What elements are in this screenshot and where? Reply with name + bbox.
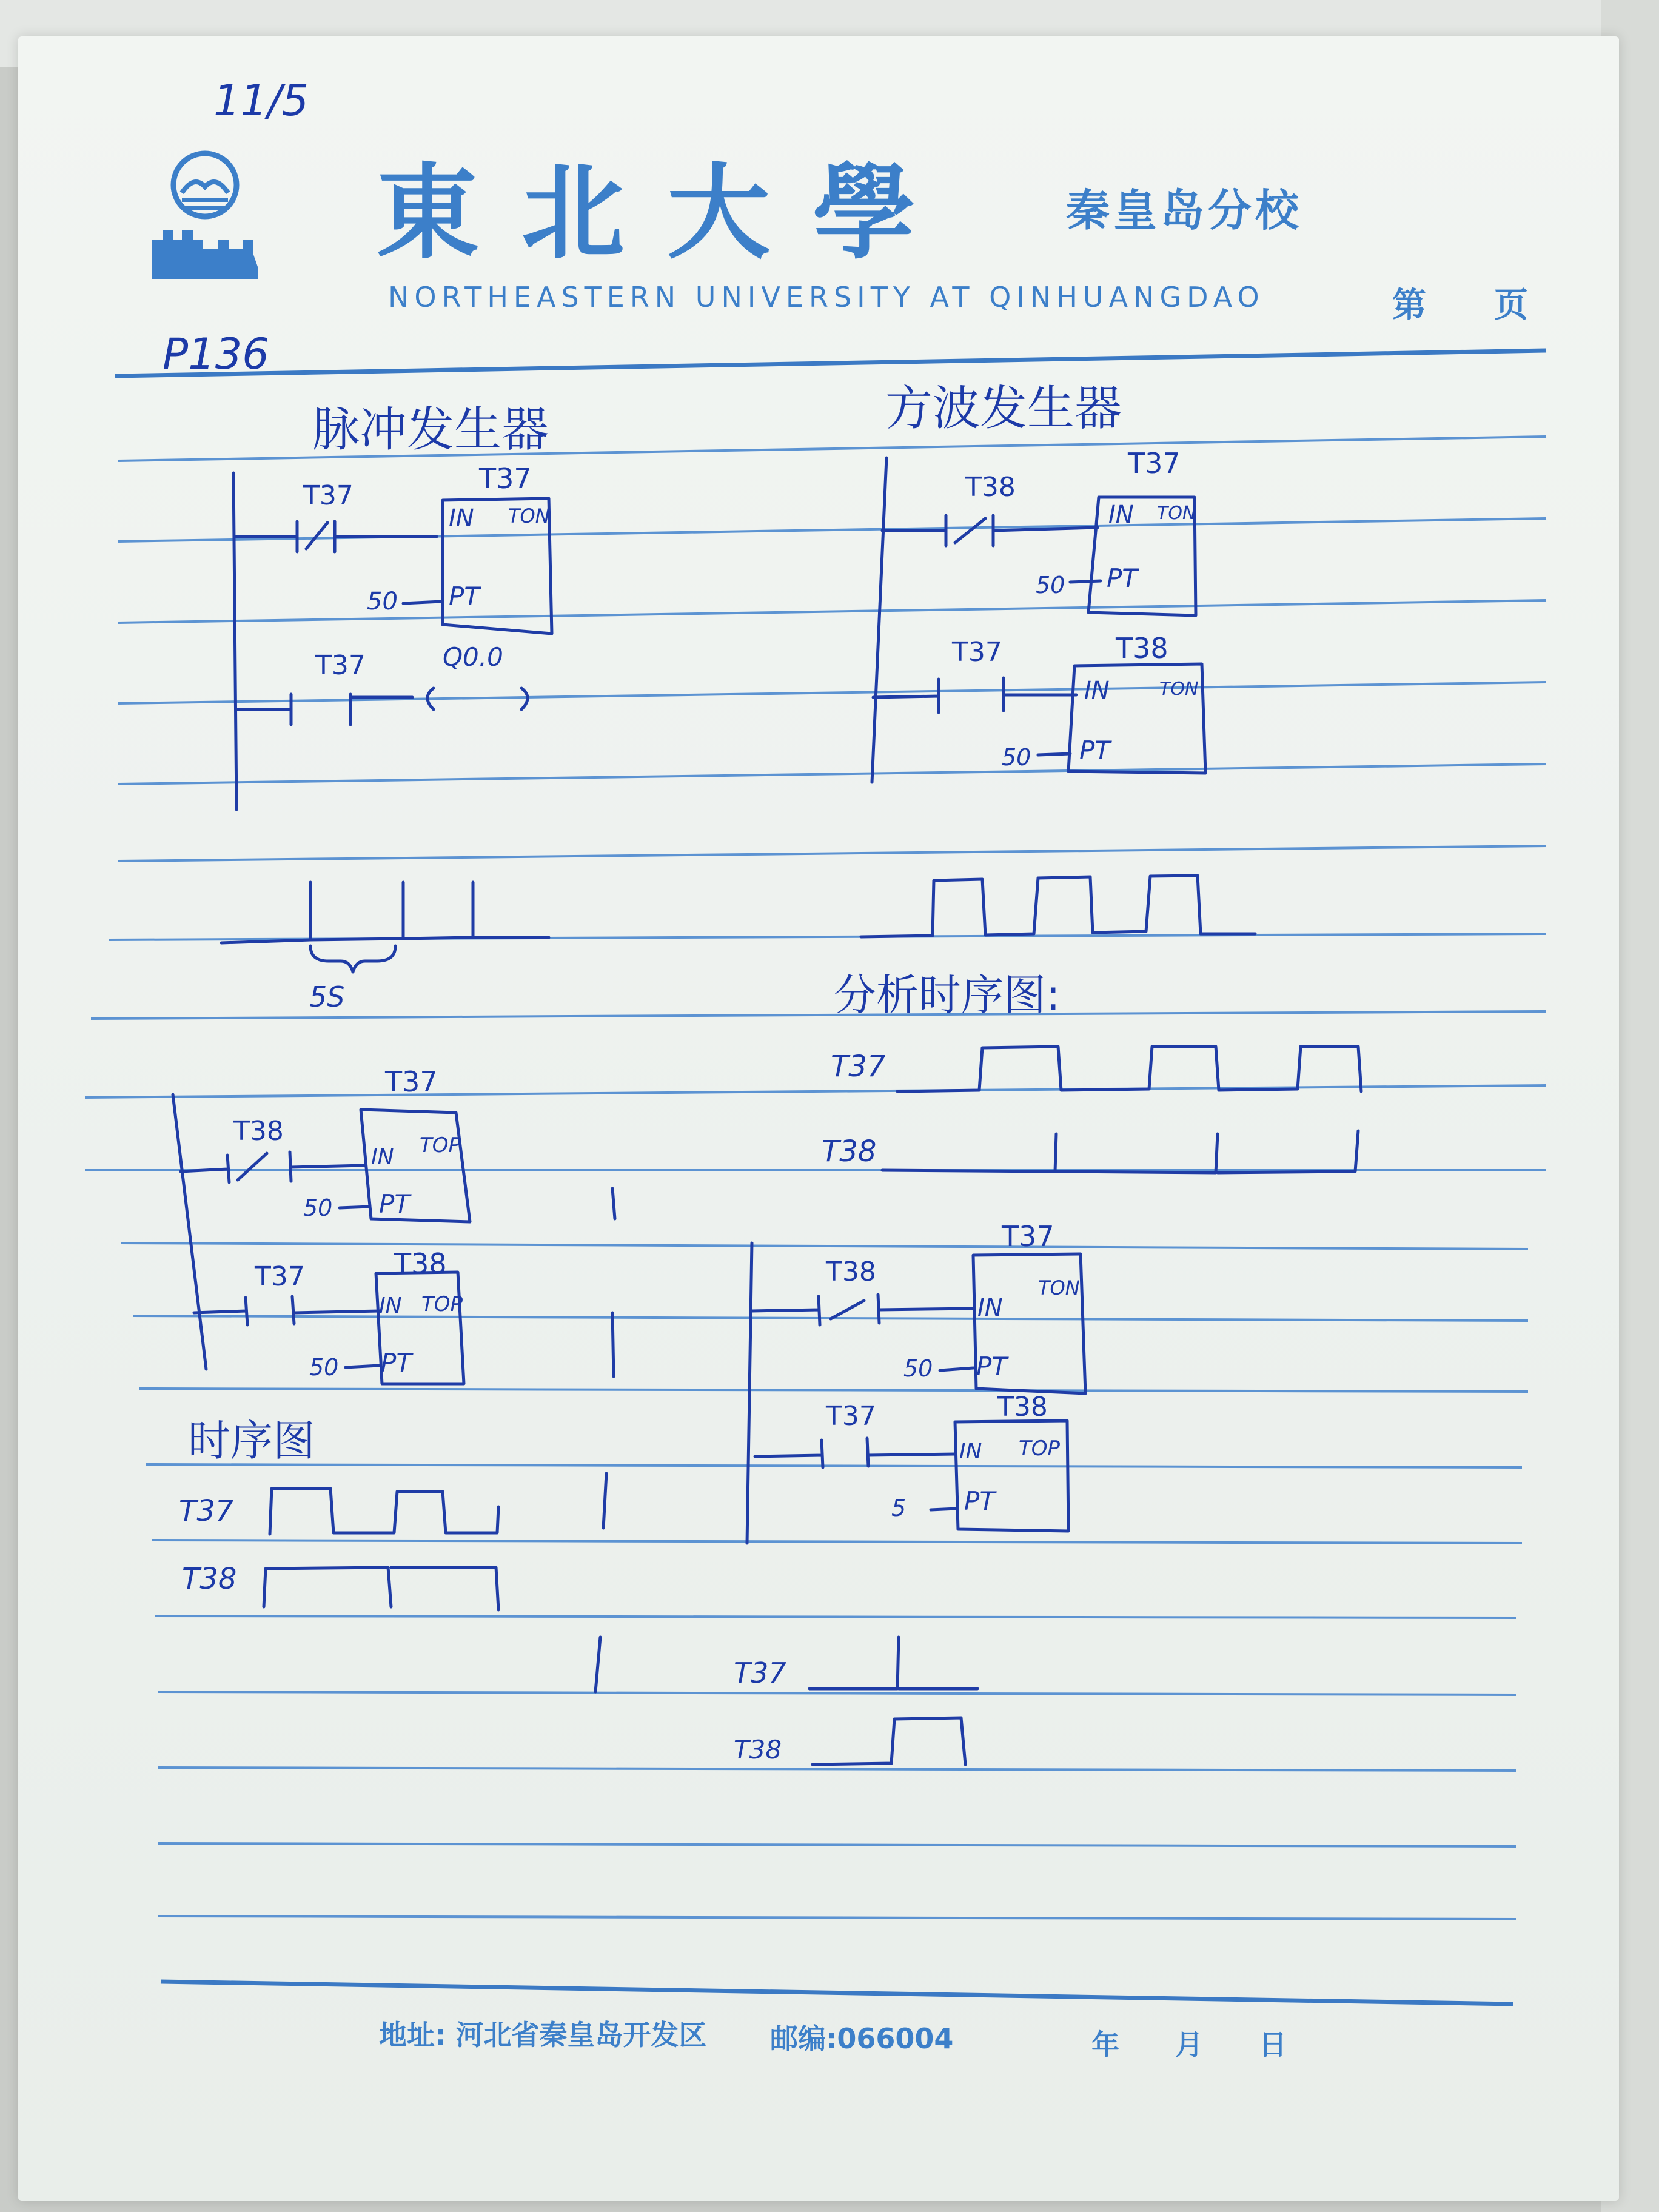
pt-wire [931,1509,957,1510]
rule-line [146,1464,1522,1467]
contact-label: T37 [952,637,1002,668]
pt-wire [1070,581,1101,582]
rule-line [121,1243,1528,1249]
contact-label: T37 [826,1401,876,1432]
pt-wire [403,602,441,603]
timer-in-label: IN [977,1294,1003,1322]
timing-waveform-t38 [264,1567,498,1610]
contact-label: T37 [315,650,366,681]
timing-row-label: T37 [734,1657,786,1689]
rule-line [118,518,1546,541]
pt-wire [346,1366,379,1367]
contact-no [755,1438,955,1467]
analysis-title: 分析时序图: [834,970,1061,1020]
analysis-waveform-t38 [882,1131,1358,1173]
rule-line [158,1916,1516,1919]
rule-line [139,1389,1528,1392]
timing-row-label: T38 [734,1735,782,1765]
timer-in-label: IN [959,1439,982,1464]
pulse-generator-section [221,403,552,1013]
page-reference: P136 [163,329,269,379]
pulse-waveform [221,882,549,943]
page-number-label: 第 页 [1392,286,1528,325]
analysis-row-label: T37 [831,1050,886,1084]
contact-label: T37 [255,1261,305,1292]
timer-label: T37 [1128,447,1181,480]
power-rail [233,473,236,809]
university-name-en: NORTHEASTERN UNIVERSITY AT QINHUANGDAO [388,281,1265,313]
contact-no [194,1296,379,1325]
timer-label: T37 [479,462,532,495]
contact-label: T38 [233,1116,284,1147]
timer-pt-label: PT [379,1189,410,1219]
square-waveform [861,876,1255,937]
power-rail [173,1094,206,1369]
footer-address: 地址: 河北省秦皇岛开发区 [379,2019,707,2051]
timer-pt-label: PT [1107,563,1138,593]
timer-pt-value: 50 [367,588,398,615]
pt-wire [340,1207,370,1208]
timer-type-label: TON [1159,679,1199,700]
timer-pt-label: PT [381,1348,412,1378]
branch-name-cn: 秦皇岛分校 [1066,185,1303,236]
rule-line [118,682,1546,703]
timer-label: T38 [1116,632,1168,665]
rule-line [158,1692,1516,1695]
rule-line [158,1843,1516,1846]
timer-type-label: TOP [420,1133,461,1158]
university-name-cn: 東北大學 [376,153,959,273]
university-logo-icon [152,153,258,279]
timer-pt-value: 5 [891,1495,907,1521]
timer-label: T38 [997,1392,1048,1423]
timer-pt-label: PT [976,1352,1007,1381]
period-label: 5S [309,980,345,1013]
timer-type-label: TON [1157,503,1196,524]
timing-analysis-section [822,970,1361,1173]
letterhead-footer [379,2019,1287,2061]
rule-line [85,1085,1546,1098]
timing-row-label: T37 [179,1494,234,1528]
contact-no [236,694,412,725]
timer-type-label: TOP [421,1292,463,1316]
contact-label: T38 [826,1256,876,1287]
contact-nc [236,521,437,552]
contact-label: T38 [965,472,1016,503]
timing-row-label: T38 [182,1562,237,1596]
contact-nc [752,1295,973,1325]
timer-label: T38 [394,1247,447,1280]
timing-waveform-t37 [809,1637,977,1689]
timer-pt-value: 50 [303,1195,333,1221]
date-note: 11/5 [213,76,309,126]
timer-pt-label: PT [1079,736,1110,765]
footer-date-fields: 年 月 日 [1091,2028,1287,2061]
timer-in-label: IN [1084,677,1110,705]
contact-nc [181,1152,364,1182]
power-rail [747,1243,752,1543]
timer-pt-label: PT [964,1486,995,1516]
letterhead [152,76,1528,379]
lower-right-ladder [734,1220,1085,1765]
timing-title: 时序图 [188,1416,315,1466]
timer-in-label: IN [371,1145,394,1170]
timer-label: T37 [1002,1220,1054,1253]
rule-line [118,764,1546,784]
rule-line [118,600,1546,623]
footer-rule [161,1982,1513,2004]
timer-pt-value: 50 [903,1355,933,1382]
pulse-title: 脉冲发生器 [312,403,549,457]
timer-in-label: IN [379,1293,402,1318]
rule-line [158,1768,1516,1771]
footer-postcode: 邮编:066004 [770,2022,954,2055]
contact-nc [882,515,1098,546]
contact-no [873,678,1076,712]
coil-label: Q0.0 [443,642,503,672]
lower-left-ladder [173,1065,615,1692]
analysis-row-label: T38 [822,1134,877,1168]
contact-label: T37 [303,480,354,511]
timer-type-label: TOP [1019,1436,1061,1461]
power-rail [872,458,886,782]
timer-label: T37 [385,1065,438,1098]
rule-line [118,846,1546,861]
timing-waveform-t38 [813,1718,965,1765]
timer-pt-value: 50 [1036,572,1065,598]
analysis-waveform-t37 [897,1047,1361,1091]
timer-type-label: TON [508,504,550,528]
timer-in-label: IN [1108,501,1134,529]
timer-pt-label: PT [449,581,480,611]
timer-pt-value: 50 [309,1354,339,1381]
rule-line [155,1616,1516,1618]
pt-wire [1038,754,1070,755]
rule-line [152,1540,1522,1543]
timing-waveform-t37 [270,1489,498,1534]
period-brace [310,946,395,972]
square-title: 方波发生器 [885,381,1122,436]
timer-type-label: TON [1038,1276,1080,1299]
header-rule [115,350,1546,376]
timer-pt-value: 50 [1002,744,1031,771]
pt-wire [940,1368,973,1370]
ruled-lines [85,350,1546,2004]
timer-in-label: IN [449,504,474,532]
